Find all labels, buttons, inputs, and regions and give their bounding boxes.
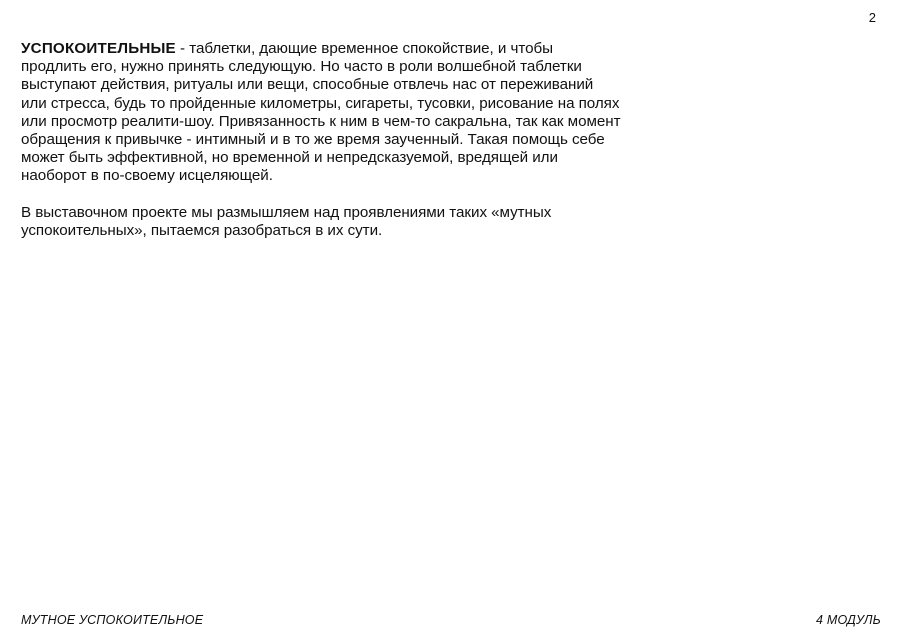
project-paragraph: В выставочном проекте мы размышляем над проявлениями таких «мутных успокоительных», пытаемся разобраться в их сути. bbox=[21, 204, 552, 240]
term-heading: УСПОКОИТЕЛЬНЫЕ bbox=[21, 40, 176, 57]
main-text bbox=[21, 40, 621, 241]
footer-module-label: 4 МОДУЛЬ bbox=[816, 613, 881, 627]
footer-project-title: МУТНОЕ УСПОКОИТЕЛЬНОЕ bbox=[21, 613, 204, 627]
page-number: 2 bbox=[868, 10, 876, 25]
term-definition: - таблетки, дающие временное спокойствие, и чтобы продлить его, нужно принять следующую. Но часто в роли волшебной таблетки выступают действия, ритуалы или вещи, способные отвлечь нас от переживаний или стресса, будь то пройденные километры, сигареты, тусовки, рисование на полях или просмотр реалити-шоу. Привязанность к ним в чем-то сакральна, так как момент обращения к привычке - интимный и в то же время заученный. Такая помощь себе может быть эффективной, но временной и непредсказуемой, вредящей или наоборот в по-своему исцеляющей. bbox=[21, 40, 621, 185]
intro-paragraph bbox=[21, 40, 621, 186]
